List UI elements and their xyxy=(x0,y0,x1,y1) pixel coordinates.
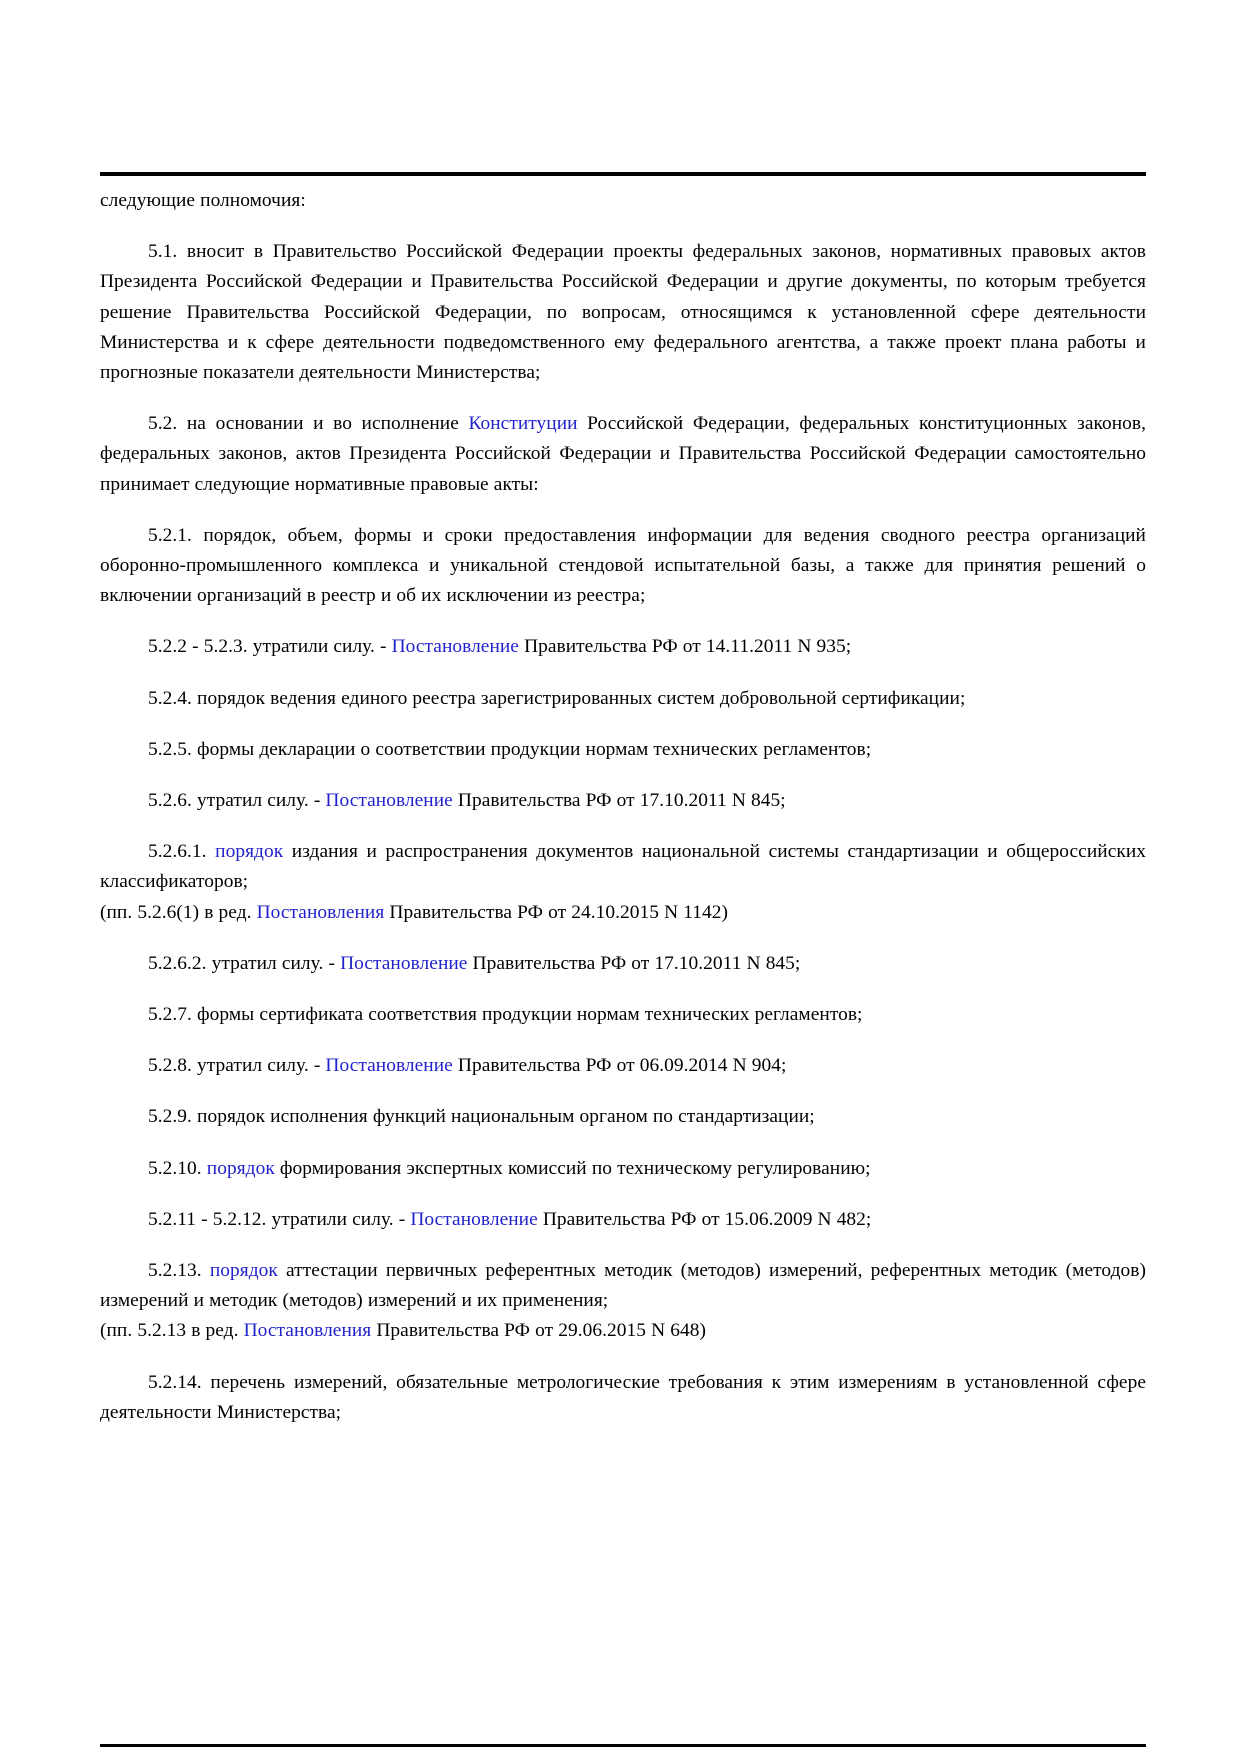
document-link[interactable]: порядок xyxy=(209,1260,278,1282)
document-link[interactable]: Постановление xyxy=(325,790,453,812)
paragraph xyxy=(100,1368,1146,1428)
paragraph-text: Правительства РФ от 17.10.2011 N 845; xyxy=(452,790,786,812)
paragraph xyxy=(100,949,1146,979)
paragraph xyxy=(100,1000,1146,1030)
paragraph xyxy=(100,1051,1146,1081)
paragraph-text: 5.2.6. утратил силу. - xyxy=(148,790,326,812)
paragraph-text: 5.2. на основании и во исполнение xyxy=(148,413,469,435)
bottom-horizontal-rule xyxy=(100,1744,1146,1747)
paragraph-text: аттестации первичных референтных методик (методов) измерений, референтных методик (методов) измерений и методик (методов) измерений и их применения; xyxy=(100,1260,1146,1312)
paragraph-text: 5.1. вносит в Правительство Российской Федерации проекты федеральных законов, нормативных правовых актов Президента Российской Федерации и Правительства Российской Федерации и другие документы, по которым требуется решение Правительства Российской Федерации, по вопросам, относящимся к установленной сфере деятельности Министерства и к сфере деятельности подведомственного ему федерального агентства, а также проект плана работы и прогнозные показатели деятельности Министерства; xyxy=(100,241,1146,384)
document-link[interactable]: порядок xyxy=(206,1157,275,1179)
paragraph-text: 5.2.8. утратил силу. - xyxy=(148,1055,326,1077)
paragraph-text: Правительства РФ от 17.10.2011 N 845; xyxy=(467,952,801,974)
document-link[interactable]: Постановления xyxy=(243,1320,372,1342)
paragraph xyxy=(100,684,1146,714)
paragraph-text: 5.2.7. формы сертификата соответствия продукции нормам технических регламентов; xyxy=(148,1004,863,1026)
paragraph-text: 5.2.6.2. утратил силу. - xyxy=(148,952,341,974)
paragraph-text: 5.2.5. формы декларации о соответствии продукции нормам технических регламентов; xyxy=(148,738,872,760)
paragraph xyxy=(100,632,1146,662)
paragraph xyxy=(100,1154,1146,1184)
paragraph-text: Правительства РФ от 06.09.2014 N 904; xyxy=(452,1055,787,1077)
document-link[interactable]: Постановление xyxy=(391,636,519,658)
paragraph-text: (пп. 5.2.13 в ред. xyxy=(100,1320,244,1342)
paragraph-text: 5.2.1. порядок, объем, формы и сроки предоставления информации для ведения сводного реестра организаций оборонно-промышленного комплекса и уникальной стендовой испытательной базы, а также для принятия решений о включении организаций в реестр и об их исключении из реестра; xyxy=(100,524,1146,607)
paragraph xyxy=(100,1316,1146,1346)
paragraph-text: издания и распространения документов национальной системы стандартизации и общероссийских классификаторов; xyxy=(100,841,1146,893)
paragraph-text: формирования экспертных комиссий по техническому регулированию; xyxy=(274,1157,871,1179)
paragraph xyxy=(100,1256,1146,1316)
paragraph xyxy=(100,186,1146,216)
paragraph xyxy=(100,1205,1146,1235)
paragraph xyxy=(100,1102,1146,1132)
paragraph-text: Правительства РФ от 29.06.2015 N 648) xyxy=(371,1320,706,1342)
paragraph-text: (пп. 5.2.6(1) в ред. xyxy=(100,901,257,923)
paragraph-text: 5.2.6.1. xyxy=(148,841,216,863)
paragraph-text: 5.2.10. xyxy=(148,1157,207,1179)
paragraph xyxy=(100,735,1146,765)
document-link[interactable]: Постановление xyxy=(325,1055,453,1077)
paragraph xyxy=(100,837,1146,897)
paragraph-text: Правительства РФ от 24.10.2015 N 1142) xyxy=(384,901,729,923)
document-link[interactable]: порядок xyxy=(215,841,284,863)
paragraph-text: Правительства РФ от 14.11.2011 N 935; xyxy=(518,636,852,658)
paragraph xyxy=(100,521,1146,612)
paragraph-text: 5.2.11 - 5.2.12. утратили силу. - xyxy=(148,1208,411,1230)
document-body xyxy=(100,186,1146,1428)
document-link[interactable]: Постановление xyxy=(410,1208,538,1230)
paragraph-text: Российской Федерации, федеральных конституционных законов, федеральных законов, актов Президента Российской Федерации и Правительства Российской Федерации самостоятельно принимает следующие нормативные правовые акты: xyxy=(100,413,1146,495)
top-horizontal-rule xyxy=(100,172,1146,176)
paragraph xyxy=(100,237,1146,388)
paragraph-text: 5.2.9. порядок исполнения функций национальным органом по стандартизации; xyxy=(148,1106,815,1128)
paragraph xyxy=(100,786,1146,816)
document-link[interactable]: Конституции xyxy=(468,413,578,435)
document-link[interactable]: Постановления xyxy=(256,901,385,923)
paragraph xyxy=(100,409,1146,500)
paragraph-text: 5.2.13. xyxy=(148,1260,210,1282)
paragraph-text: следующие полномочия: xyxy=(100,190,306,211)
paragraph-text: 5.2.2 - 5.2.3. утратили силу. - xyxy=(148,636,392,658)
paragraph-text: 5.2.14. перечень измерений, обязательные метрологические требования к этим измерениям в установленной сфере деятельности Министерства; xyxy=(100,1371,1146,1423)
paragraph xyxy=(100,898,1146,928)
paragraph-text: Правительства РФ от 15.06.2009 N 482; xyxy=(537,1208,872,1230)
paragraph-text: 5.2.4. порядок ведения единого реестра зарегистрированных систем добровольной сертификации; xyxy=(148,687,966,709)
document-link[interactable]: Постановление xyxy=(340,952,468,974)
